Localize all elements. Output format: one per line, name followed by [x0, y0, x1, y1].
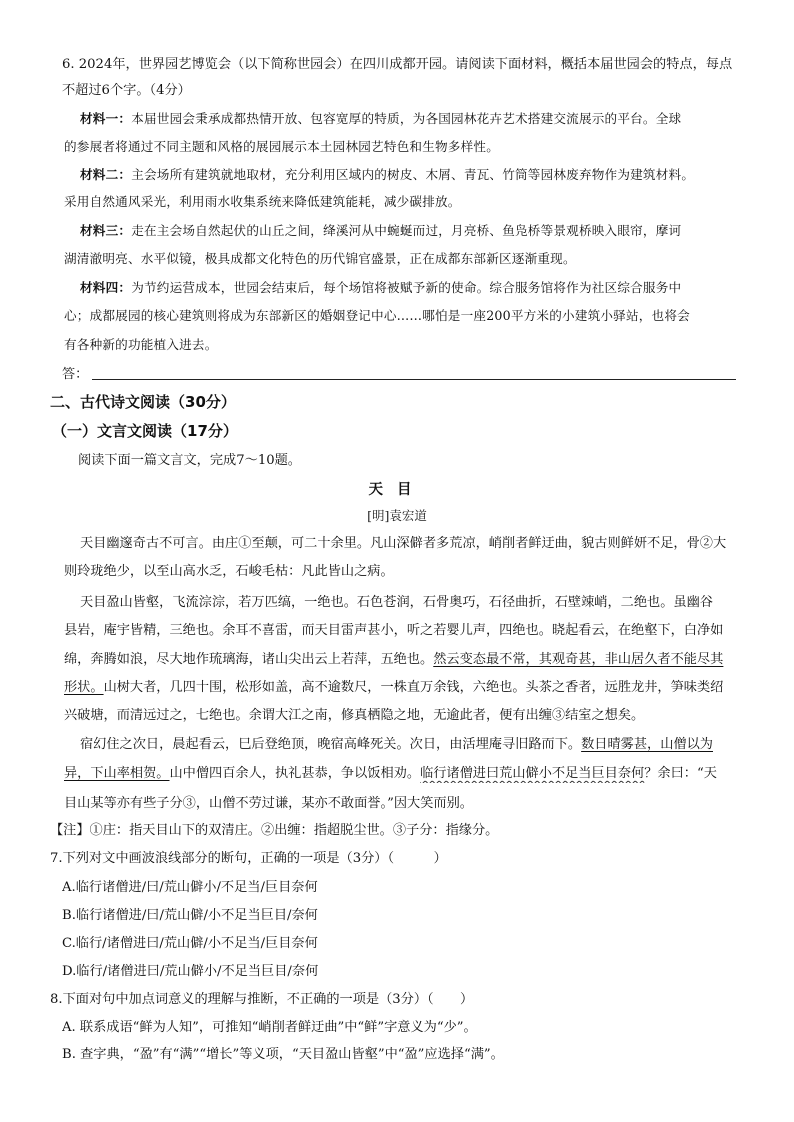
- essay-author: [明]袁宏道: [367, 508, 427, 523]
- p3-line-1: 宿幻住之次日，晨起看云，巳后登绝顶，晚宿高峰死关。次日，由活埋庵寻旧路而下。数日晴雾甚，山僧以为: [80, 737, 713, 752]
- p1-line-2: 则玲珑绝少，以至山高水乏，石峻毛枯：凡此皆山之病。: [64, 564, 394, 579]
- underlined-sentence-1a: 然云变态最不常，其观奇甚，非山居久者不能尽其: [433, 652, 724, 667]
- material-1-label: 材料一：: [80, 111, 132, 126]
- q8-option-a[interactable]: A. 联系成语“鲜为人知”，可推知“峭削者鲜迂曲”中“鲜”字意义为“少”。: [62, 1020, 477, 1035]
- material-3-label: 材料三：: [80, 223, 132, 238]
- material-2-label: 材料二：: [80, 167, 132, 182]
- section-2-heading: 二、古代诗文阅读（30分）: [50, 393, 236, 411]
- q8-option-b[interactable]: B. 查字典，“盈”有“满”“增长”等义项，“天目盈山皆壑”中“盈”应选择“满”。: [62, 1047, 504, 1062]
- q6-line-2: 不超过6个字。（4分）: [62, 83, 191, 98]
- p1-line-1: 天目幽邃奇古不可言。由庄①至颠，可二十余里。凡山深僻者多荒凉，峭削者鲜迂曲，貌古则鲜妍不足，骨②大: [80, 536, 727, 551]
- underlined-sentence-1b: 形状。: [64, 680, 104, 695]
- p2-line-4: 形状。山树大者，几四十围，松形如盖，高不逾数尺，一株直万余钱，六绝也。头茶之香者，远胜龙井，笋味类绍: [64, 680, 724, 695]
- answer-line[interactable]: [92, 379, 736, 380]
- p2-line-2: 县岩，庵宇皆精，三绝也。余耳不喜雷，而天目雷声甚小，听之若婴儿声，四绝也。晓起看云，在绝壑下，白净如: [64, 623, 724, 638]
- material-1-line-2: 的参展者将通过不同主题和风格的展园展示本土园林园艺特色和生物多样性。: [64, 139, 499, 154]
- material-2-line-2: 采用自然通风采光，利用雨水收集系统来降低建筑能耗，减少碳排放。: [64, 194, 461, 209]
- q6-line-1: 6. 2024年，世界园艺博览会（以下简称世园会）在四川成都开园。请阅读下面材料，概括本届世园会的特点，每点: [62, 57, 733, 72]
- subsection-1-heading: （一）文言文阅读（17分）: [52, 422, 238, 440]
- material-3-line-1: 材料三：走在主会场自然起伏的山丘之间，绛溪河从中蜿蜒而过，月亮桥、鱼凫桥等景观桥映入眼帘，摩诃: [80, 223, 682, 238]
- q7-option-b[interactable]: B.临行诸僧进/曰/荒山僻/小不足当巨目/奈何: [62, 908, 318, 923]
- q7-option-c[interactable]: C.临行/诸僧进曰/荒山僻/小不足当/巨目奈何: [62, 936, 318, 951]
- q8-stem: 8.下面对句中加点词意义的理解与推断，不正确的一项是（3分）（ ）: [50, 992, 474, 1007]
- essay-title: 天目: [368, 482, 426, 498]
- p2-line-1: 天目盈山皆壑，飞流淙淙，若万匹缟，一绝也。石色苍润，石骨奥巧，石径曲折，石壁竦峭，二绝也。虽幽谷: [80, 595, 713, 610]
- material-3-line-2: 湖清澈明亮、水平似镜，极具成都文化特色的历代锦官盛景，正在成都东部新区逐渐重现。: [64, 251, 576, 266]
- wavy-underlined-sentence: 临行诸僧进曰荒山僻小不足当巨目奈何: [420, 766, 645, 781]
- material-4-line-1: 材料四：为节约运营成本，世园会结束后，每个场馆将被赋予新的使命。综合服务馆将作为社区综合服务中: [80, 280, 682, 295]
- p3-line-3: 目山某等亦有些子分③，山僧不劳过谦，某亦不敢面誉。”因大笑而别。: [64, 796, 473, 811]
- material-2-line-1: 材料二：主会场所有建筑就地取材，充分利用区域内的树皮、木屑、青瓦、竹筒等园林废弃物作为建筑材料。: [80, 167, 695, 182]
- material-1-line-1: 材料一：本届世园会秉承成都热情开放、包容宽厚的特质，为各国园林花卉艺术搭建交流展示的平台。全球: [80, 111, 682, 126]
- q7-stem: 7.下列对文中画波浪线部分的断句，正确的一项是（3分）（ ）: [50, 851, 447, 866]
- p2-line-5: 兴破塘，而清远过之，七绝也。余谓大江之南，修真栖隐之地，无逾此者，便有出缠③结室之想矣。: [64, 708, 645, 723]
- q7-option-a[interactable]: A.临行诸僧进/曰/荒山僻小/不足当/巨目奈何: [62, 880, 318, 895]
- p3-line-2: 异，下山率相贺。山中僧四百余人，执礼甚恭，争以饭相劝。临行诸僧进曰荒山僻小不足当巨目奈何？余曰：“天: [64, 766, 717, 781]
- q7-option-d[interactable]: D.临行/诸僧进曰/荒山僻小/不足当巨目/奈何: [62, 964, 319, 979]
- underlined-sentence-2a: 数日晴雾甚，山僧以为: [581, 737, 713, 752]
- footnote: 【注】①庄：指天目山下的双清庄。②出缠：指超脱尘世。③子分：指缘分。: [50, 823, 499, 838]
- material-4-line-3: 有各种新的功能植入进去。: [64, 337, 218, 352]
- material-4-line-2: 心；成都展园的核心建筑则将成为东部新区的婚姻登记中心……哪怕是一座200平方米的小建筑小驿站，也将会: [64, 308, 690, 323]
- material-4-label: 材料四：: [80, 280, 132, 295]
- answer-label: 答：: [62, 367, 89, 382]
- underlined-sentence-2b: 异，下山率相贺。: [64, 766, 170, 781]
- reading-instruction: 阅读下面一篇文言文，完成7～10题。: [78, 453, 301, 468]
- p2-line-3: 绵，奔腾如浪，尽大地作琉璃海，诸山尖出云上若萍，五绝也。然云变态最不常，其观奇甚，非山居久者不能尽其: [64, 652, 724, 667]
